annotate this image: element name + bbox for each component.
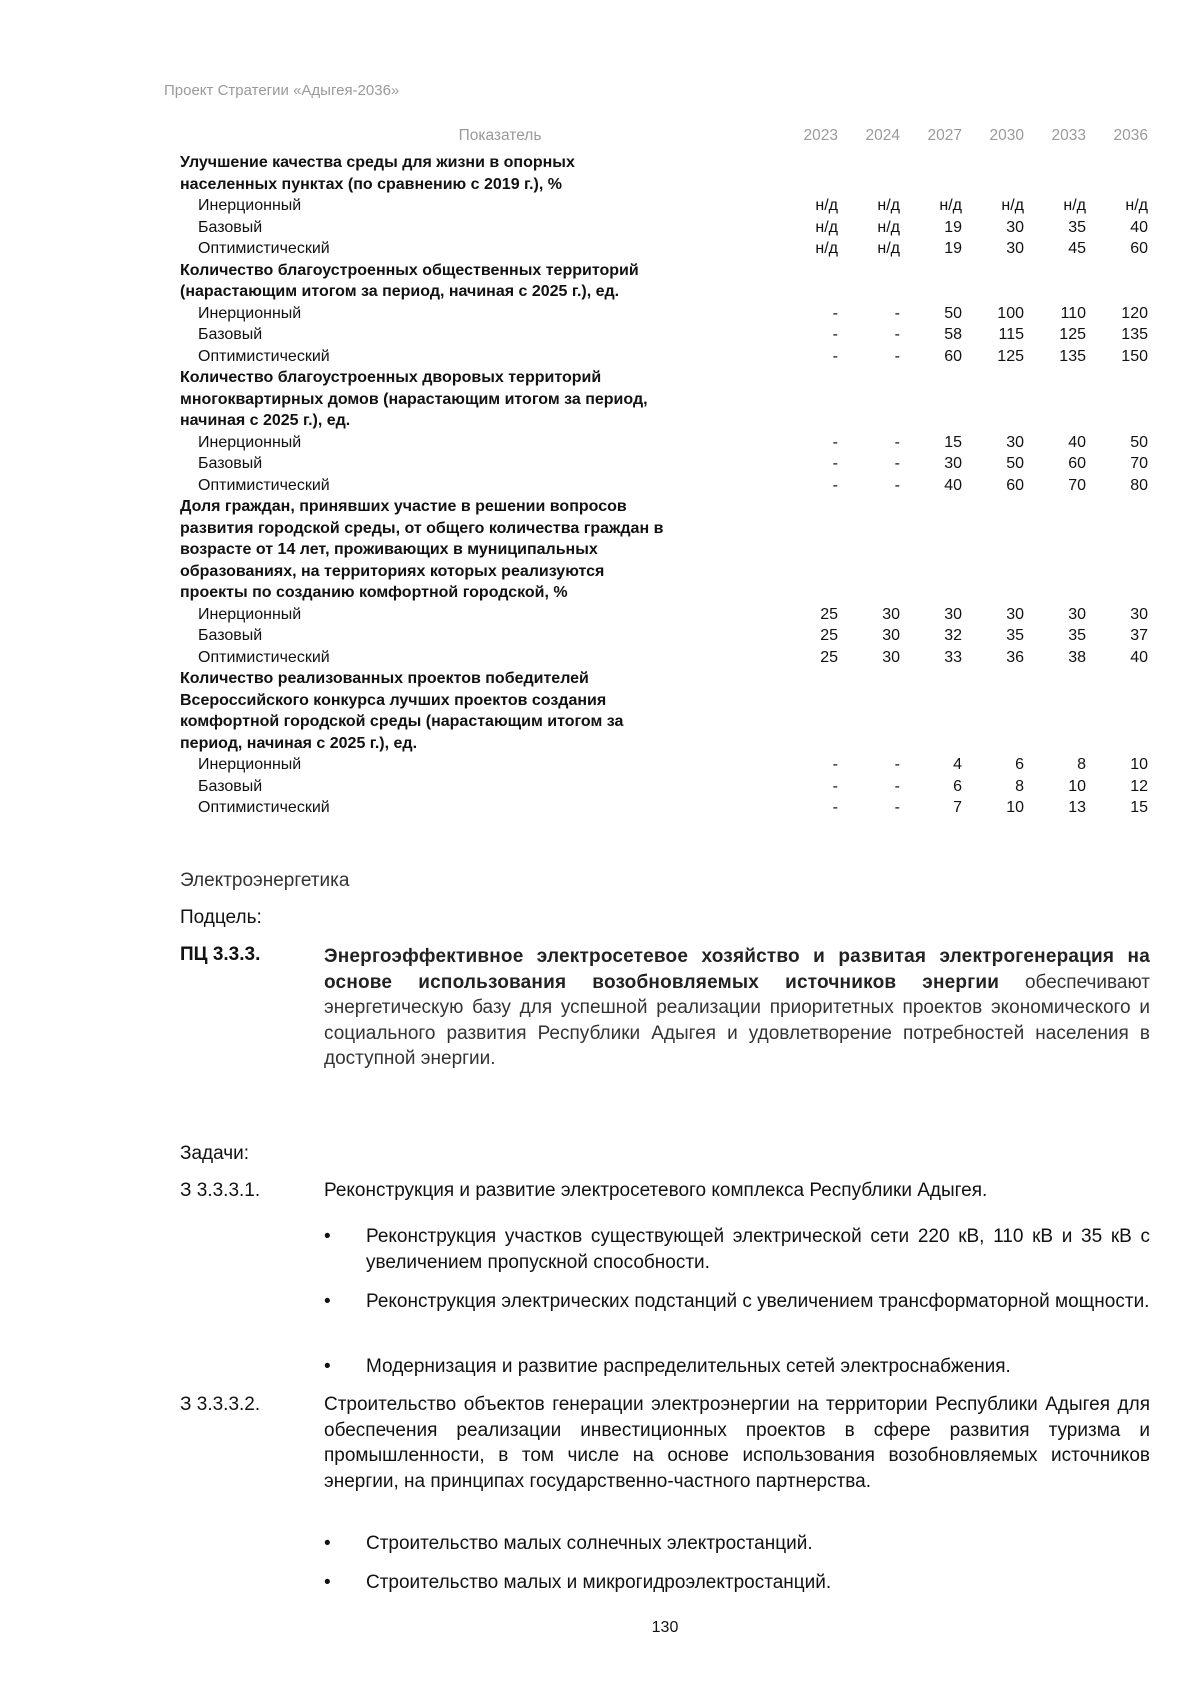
column-header-year: 2033	[1051, 127, 1086, 145]
table-cell-value: 10	[1006, 799, 1024, 816]
bullet-text: Строительство малых и микрогидроэлектростанций.	[366, 1572, 832, 1593]
table-cell-value: -	[832, 799, 838, 816]
bullet-icon: •	[324, 1291, 331, 1312]
table-cell-value: 30	[882, 627, 900, 644]
table-cell-value: 40	[1130, 218, 1148, 236]
table-cell-value: н/д	[815, 240, 838, 257]
table-cell-value: 33	[944, 648, 962, 666]
table-cell-value: 37	[1130, 627, 1148, 644]
indicator-title: (нарастающим итогом за период, начиная с 2025 г.), ед.	[180, 283, 620, 300]
table-cell-value: 40	[1068, 433, 1086, 451]
table-cell-value: 6	[1015, 756, 1024, 773]
indicator-title-row	[180, 152, 1152, 174]
table-cell-value: 19	[944, 240, 962, 257]
table-cell-value: 30	[944, 455, 962, 472]
document-header: Проект Стратегии «Адыгея-2036»	[164, 82, 400, 99]
table-cell-value: 60	[1006, 476, 1024, 494]
table-cell-value: -	[894, 799, 900, 816]
table-cell-value: -	[832, 756, 838, 773]
table-cell-value: 4	[953, 756, 962, 773]
scenario-name: Инерционный	[198, 756, 302, 773]
indicator-title-row	[180, 389, 1152, 411]
indicator-title: многоквартирных домов (нарастающим итогом за период,	[180, 390, 648, 408]
table-cell-value: 30	[882, 648, 900, 666]
table-cell-value: н/д	[939, 197, 962, 214]
subgoal-label: Подцель:	[180, 907, 262, 928]
indicator-title: Количество реализованных проектов победителей	[180, 670, 589, 687]
table-row	[180, 754, 1152, 776]
indicator-title: образованиях, на территориях которых реализуются	[180, 562, 605, 580]
page-number: 130	[651, 1619, 679, 1636]
indicator-title: возрасте от 14 лет, проживающих в муниципальных	[180, 541, 598, 558]
table-cell-value: 30	[1130, 605, 1148, 623]
scenario-name: Базовый	[198, 455, 263, 472]
indicator-title: комфортной городской среды (нарастающим итогом за	[180, 713, 624, 730]
table-cell-value: 36	[1006, 648, 1024, 666]
table-cell-value: 50	[944, 304, 962, 322]
indicator-title: проекты по созданию комфортной городской, %	[180, 584, 568, 601]
table-cell-value: 50	[1130, 433, 1148, 451]
bullet-text: Строительство малых солнечных электростанций.	[366, 1533, 813, 1554]
table-cell-value: н/д	[815, 218, 838, 236]
table-cell-value: 10	[1130, 756, 1148, 773]
table-cell-value: 13	[1068, 799, 1086, 816]
table-cell-value: 120	[1121, 304, 1148, 322]
table-cell-value: 35	[1068, 218, 1086, 236]
column-header-year: 2027	[927, 127, 962, 145]
column-header-year: 2030	[989, 127, 1024, 145]
table-cell-value: 30	[1068, 605, 1086, 623]
scenario-name: Базовый	[198, 627, 263, 644]
column-header-indicator: Показатель	[458, 127, 542, 145]
table-cell-value: 135	[1059, 347, 1086, 365]
indicator-title-row	[180, 582, 1152, 604]
scenario-name: Оптимистический	[198, 476, 330, 494]
table-cell-value: -	[832, 304, 838, 322]
indicator-title-row	[180, 496, 1152, 518]
table-cell-value: -	[894, 476, 900, 494]
indicator-title-row	[180, 281, 1152, 303]
table-cell-value: -	[894, 304, 900, 322]
table-cell-value: 19	[944, 218, 962, 236]
indicator-title: Количество благоустроенных общественных территорий	[180, 261, 639, 279]
table-row	[180, 625, 1152, 647]
subgoal-text	[324, 944, 1150, 1072]
subgoal-rest-text: обеспечивают энергетическую базу для успешной реализации приоритетных проектов экономического и социального развития Республики Адыгея и удовлетворение потребностей населения в доступной энергии.	[324, 971, 1150, 1069]
indicator-title-row	[180, 539, 1152, 561]
table-cell-value: 60	[1068, 455, 1086, 472]
table-cell-value: 40	[944, 476, 962, 494]
table-cell-value: 40	[1130, 648, 1148, 666]
table-cell-value: 35	[1068, 627, 1086, 644]
table-cell-value: 15	[944, 433, 962, 451]
table-cell-value: 30	[882, 605, 900, 623]
table-cell-value: 6	[953, 777, 962, 795]
table-row	[180, 195, 1152, 217]
table-row	[180, 432, 1152, 454]
bullet-text: Реконструкция электрических подстанций с увеличением трансформаторной мощности.	[366, 1291, 1150, 1312]
task-text: Реконструкция и развитие электросетевого комплекса Республики Адыгея.	[324, 1180, 988, 1201]
indicator-title-row	[180, 260, 1152, 282]
indicator-title: развития городской среды, от общего количества граждан в	[180, 519, 664, 537]
scenario-name: Базовый	[198, 326, 263, 343]
table-cell-value: 30	[1006, 218, 1024, 236]
table-row	[180, 475, 1152, 497]
table-cell-value: н/д	[1125, 197, 1148, 214]
indicator-title: начиная с 2025 г.), ед.	[180, 412, 351, 429]
table-cell-value: н/д	[877, 240, 900, 257]
table-row	[180, 453, 1152, 475]
table-cell-value: н/д	[877, 218, 900, 236]
bullet-text: Реконструкция участков существующей электрической сети 220 кВ, 110 кВ и 35 кВ с увеличением пропускной способности.	[366, 1226, 1150, 1273]
table-cell-value: 60	[1130, 240, 1148, 257]
table-cell-value: 25	[820, 648, 838, 666]
indicator-title: Улучшение качества среды для жизни в опорных	[180, 154, 575, 171]
table-cell-value: 15	[1130, 799, 1148, 816]
table-cell-value: 58	[944, 326, 962, 343]
tasks-label: Задачи:	[180, 1143, 250, 1164]
table-cell-value: 30	[1006, 605, 1024, 623]
table-cell-value: 50	[1006, 455, 1024, 472]
indicator-title-row	[180, 690, 1152, 712]
table-header-row	[180, 124, 1152, 152]
scenario-name: Инерционный	[198, 605, 302, 623]
bullet-text: Модернизация и развитие распределительных сетей электроснабжения.	[366, 1356, 1011, 1377]
indicator-title-row	[180, 367, 1152, 389]
table-row	[180, 647, 1152, 669]
column-header-year: 2023	[803, 127, 838, 145]
table-cell-value: -	[894, 455, 900, 472]
table-cell-value: н/д	[877, 197, 900, 214]
table-row	[180, 217, 1152, 239]
table-cell-value: 30	[1006, 433, 1024, 451]
scenario-name: Базовый	[198, 777, 263, 795]
table-cell-value: 12	[1130, 777, 1148, 795]
table-cell-value: -	[894, 756, 900, 773]
table-cell-value: 45	[1068, 240, 1086, 257]
table-cell-value: 70	[1068, 476, 1086, 494]
indicator-title-row	[180, 733, 1152, 755]
table-cell-value: 25	[820, 627, 838, 644]
table-cell-value: 7	[953, 799, 962, 816]
task-code: З 3.3.3.1.	[180, 1180, 261, 1201]
table-cell-value: 35	[1006, 627, 1024, 644]
table-cell-value: 115	[998, 326, 1024, 343]
bullet-icon: •	[324, 1533, 331, 1554]
scenario-name: Оптимистический	[198, 347, 330, 365]
subgoal-bold-text: Энергоэффективное электросетевое хозяйство и развитая электрогенерация на основе использования возобновляемых источников энергии	[324, 946, 1150, 993]
table-cell-value: н/д	[1001, 197, 1024, 214]
table-cell-value: 38	[1068, 648, 1086, 666]
scenario-name: Инерционный	[198, 433, 302, 451]
table-cell-value: 30	[1006, 240, 1024, 257]
indicator-title-row	[180, 561, 1152, 583]
table-row	[180, 346, 1152, 368]
table-cell-value: 8	[1015, 777, 1024, 795]
indicator-title: период, начиная с 2025 г.), ед.	[180, 734, 418, 752]
table-cell-value: 30	[944, 605, 962, 623]
table-cell-value: 8	[1077, 756, 1086, 773]
bullet-icon: •	[324, 1226, 331, 1247]
table-cell-value: 10	[1068, 777, 1086, 795]
scenario-name: Инерционный	[198, 304, 302, 322]
table-cell-value: 32	[944, 627, 962, 644]
scenario-name: Инерционный	[198, 197, 302, 214]
table-row	[180, 324, 1152, 346]
bullet-icon: •	[324, 1356, 331, 1377]
table-cell-value: -	[832, 433, 838, 451]
table-cell-value: -	[832, 347, 838, 365]
table-cell-value: 110	[1060, 304, 1086, 322]
indicator-title: Количество благоустроенных дворовых территорий	[180, 369, 602, 386]
table-cell-value: -	[832, 455, 838, 472]
indicator-title-row	[180, 174, 1152, 196]
table-row	[180, 604, 1152, 626]
table-cell-value: 150	[1121, 347, 1148, 365]
indicator-title-row	[180, 410, 1152, 432]
column-header-year: 2024	[865, 127, 900, 145]
subgoal-code: ПЦ 3.3.3.	[180, 944, 261, 965]
table-cell-value: -	[894, 326, 900, 343]
table-cell-value: -	[894, 347, 900, 365]
table-cell-value: н/д	[815, 197, 838, 214]
table-cell-value: -	[832, 476, 838, 494]
table-cell-value: -	[894, 433, 900, 451]
table-cell-value: 60	[944, 347, 962, 365]
table-cell-value: 100	[997, 304, 1024, 322]
table-cell-value: 125	[1059, 326, 1086, 343]
table-cell-value: 125	[997, 347, 1024, 365]
indicators-table	[180, 124, 1152, 819]
table-cell-value: -	[894, 777, 900, 795]
task-code: З 3.3.3.2.	[180, 1394, 261, 1415]
table-cell-value: -	[832, 777, 838, 795]
column-header-year: 2036	[1113, 127, 1148, 145]
indicator-title: Доля граждан, принявших участие в решении вопросов	[180, 498, 627, 515]
indicator-title-row	[180, 518, 1152, 540]
indicator-title: Всероссийского конкурса лучших проектов создания	[180, 691, 607, 709]
scenario-name: Базовый	[198, 218, 263, 236]
table-row	[180, 303, 1152, 325]
indicator-title-row	[180, 711, 1152, 733]
table-cell-value: 25	[820, 605, 838, 623]
bullet-icon: •	[324, 1572, 331, 1593]
table-cell-value: 135	[1121, 326, 1148, 343]
table-row	[180, 797, 1152, 819]
scenario-name: Оптимистический	[198, 648, 330, 666]
table-cell-value: -	[832, 326, 838, 343]
table-row	[180, 776, 1152, 798]
indicator-title-row	[180, 668, 1152, 690]
table-cell-value: 80	[1130, 476, 1148, 494]
scenario-name: Оптимистический	[198, 799, 330, 816]
table-cell-value: н/д	[1063, 197, 1086, 214]
table-row	[180, 238, 1152, 260]
section-title: Электроэнергетика	[180, 870, 350, 891]
indicator-title: населенных пунктах (по сравнению с 2019 г.), %	[180, 175, 562, 193]
scenario-name: Оптимистический	[198, 240, 330, 257]
table-cell-value: 70	[1130, 455, 1148, 472]
task-text: Строительство объектов генерации электроэнергии на территории Республики Адыгея для обеспечения реализации инвестиционных проектов в сфере развития туризма и промышленности, в том числе на основе использования возобновляемых источников энергии, на принципах государственно-частного партнерства.	[324, 1394, 1150, 1492]
